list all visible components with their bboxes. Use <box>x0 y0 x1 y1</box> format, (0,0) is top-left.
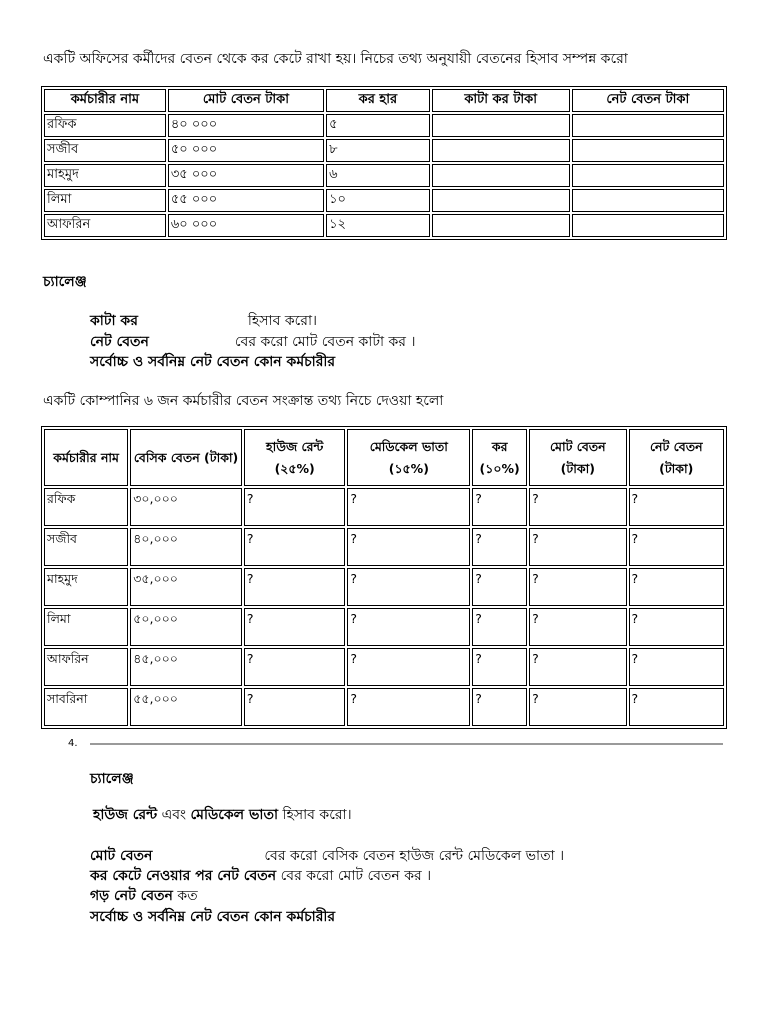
table-cell: ৫৫ ০০০ <box>168 189 324 212</box>
table-cell: ? <box>629 648 724 686</box>
table-cell: ? <box>629 688 724 726</box>
table-cell: আফরিন <box>44 214 166 237</box>
table-cell: রফিক <box>44 488 128 526</box>
table-row <box>44 114 724 137</box>
table-row <box>44 568 724 606</box>
challenge-heading-2: চ্যালেঞ্জ <box>90 771 134 787</box>
table-cell: ? <box>529 488 626 526</box>
table-cell: ৫ <box>326 114 430 137</box>
table-cell: মাহমুদ <box>44 164 166 187</box>
table-cell: ? <box>347 528 470 566</box>
table-cell: ? <box>347 648 470 686</box>
table-cell: ৩০,০০০ <box>130 488 242 526</box>
salary-tax-table <box>41 86 727 240</box>
table-cell: ৬০ ০০০ <box>168 214 324 237</box>
table-cell: ? <box>629 568 724 606</box>
table-cell: ? <box>244 648 346 686</box>
table-cell <box>572 139 724 162</box>
column-header: কর (১০%) <box>472 429 527 486</box>
table-cell: ? <box>244 528 346 566</box>
table-cell: ? <box>529 688 626 726</box>
table-cell <box>572 114 724 137</box>
intro-text-2: একটি কোম্পানির ৬ জন কর্মচারীর বেতন সংক্রান্ত তথ্য নিচে দেওয়া হলো <box>43 393 444 409</box>
table-cell <box>432 189 570 212</box>
table-cell: ? <box>244 688 346 726</box>
table-cell: ? <box>629 528 724 566</box>
challenge2-instruction: বের করো মোট বেতন কর । <box>276 868 432 884</box>
challenge2-term: গড় নেট বেতন <box>90 888 173 904</box>
column-header: হাউজ রেন্ট (২৫%) <box>244 429 346 486</box>
challenge1-term: নেট বেতন <box>90 334 149 350</box>
column-header: মোট বেতন টাকা <box>168 89 324 112</box>
table-row <box>44 488 724 526</box>
table-cell: ? <box>472 608 527 646</box>
table-cell: ৮ <box>326 139 430 162</box>
table-cell: ৪৫,০০০ <box>130 648 242 686</box>
challenge2-conjunction: এবং <box>157 807 191 823</box>
challenge1-instruction: হিসাব করো। <box>247 313 318 329</box>
table-cell: মাহমুদ <box>44 568 128 606</box>
table-cell: ? <box>347 688 470 726</box>
table-cell: সাবরিনা <box>44 688 128 726</box>
table-cell: ? <box>529 568 626 606</box>
table-cell: ৫৫,০০০ <box>130 688 242 726</box>
table-cell: সজীব <box>44 139 166 162</box>
table-cell <box>432 164 570 187</box>
table-cell: ৪০,০০০ <box>130 528 242 566</box>
column-header: মেডিকেল ভাতা (১৫%) <box>347 429 470 486</box>
column-header: কর্মচারীর নাম <box>44 429 128 486</box>
table-cell: ১০ <box>326 189 430 212</box>
table-row <box>44 528 724 566</box>
table-row <box>44 139 724 162</box>
column-header: বেসিক বেতন (টাকা) <box>130 429 242 486</box>
table-cell <box>572 164 724 187</box>
table-row <box>44 189 724 212</box>
table-row <box>44 608 724 646</box>
table-cell <box>432 214 570 237</box>
table-cell: ? <box>472 568 527 606</box>
challenge-heading-1: চ্যালেঞ্জ <box>43 274 87 290</box>
table-cell: সজীব <box>44 528 128 566</box>
challenge2-instruction: বের করো বেসিক বেতন হাউজ রেন্ট মেডিকেল ভাতা । <box>264 848 565 864</box>
table-cell <box>572 214 724 237</box>
table-cell: ? <box>347 568 470 606</box>
table-cell: ? <box>472 488 527 526</box>
table-cell: ? <box>529 608 626 646</box>
column-header: মোট বেতন (টাকা) <box>529 429 626 486</box>
table-cell: ৪০ ০০০ <box>168 114 324 137</box>
table-cell: রফিক <box>44 114 166 137</box>
challenge2-instruction: কত <box>172 888 198 904</box>
table-cell: ? <box>472 688 527 726</box>
table-row <box>44 214 724 237</box>
challenge1-instruction: বের করো মোট বেতন কাটা কর । <box>234 334 416 350</box>
table-cell: লিমা <box>44 189 166 212</box>
table-cell: ১২ <box>326 214 430 237</box>
table-cell: আফরিন <box>44 648 128 686</box>
column-header: কাটা কর টাকা <box>432 89 570 112</box>
separator-line <box>90 743 723 745</box>
challenge2-term: মোট বেতন <box>90 848 153 864</box>
table-cell: ? <box>244 608 346 646</box>
challenge2-term-house-rent: হাউজ রেন্ট <box>93 807 158 823</box>
table-cell: ? <box>244 568 346 606</box>
table-cell <box>432 139 570 162</box>
table-row <box>44 648 724 686</box>
table-cell: ৩৫,০০০ <box>130 568 242 606</box>
table-cell: ? <box>529 528 626 566</box>
table-header-row <box>44 89 724 112</box>
table-cell: ? <box>529 648 626 686</box>
table-cell: লিমা <box>44 608 128 646</box>
intro-text-1: একটি অফিসের কর্মীদের বেতন থেকে কর কেটে রাখা হয়। নিচের তথ্য অনুযায়ী বেতনের হিসাব সম্পন্ন করো <box>43 51 628 67</box>
salary-breakdown-table <box>41 426 727 729</box>
challenge2-term-medical: মেডিকেল ভাতা <box>190 807 279 823</box>
list-number: 4. <box>68 738 78 749</box>
table-cell: ? <box>472 528 527 566</box>
challenge2-term: কর কেটে নেওয়ার পর নেট বেতন <box>90 868 277 884</box>
table-header-row <box>44 429 724 486</box>
table-cell: ৬ <box>326 164 430 187</box>
column-header: নেট বেতন (টাকা) <box>629 429 724 486</box>
table-row <box>44 688 724 726</box>
column-header: নেট বেতন টাকা <box>572 89 724 112</box>
table-cell: ? <box>629 608 724 646</box>
table-cell: ? <box>629 488 724 526</box>
challenge2-line-5: সর্বোচ্চ ও সর্বনিম্ন নেট বেতন কোন কর্মচারীর <box>90 909 336 925</box>
table-row <box>44 164 724 187</box>
column-header: কর হার <box>326 89 430 112</box>
challenge1-line-3: সর্বোচ্চ ও সর্বনিম্ন নেট বেতন কোন কর্মচারীর <box>90 354 336 370</box>
table-cell <box>432 114 570 137</box>
table-cell: ? <box>472 648 527 686</box>
table-cell: ? <box>244 488 346 526</box>
table-cell <box>572 189 724 212</box>
challenge2-instruction: হিসাব করো। <box>278 807 352 823</box>
challenge1-term: কাটা কর <box>90 313 138 329</box>
table-cell: ৫০ ০০০ <box>168 139 324 162</box>
table-cell: ? <box>347 488 470 526</box>
table-cell: ? <box>347 608 470 646</box>
challenge2-line-1 <box>93 803 352 827</box>
table-cell: ৩৫ ০০০ <box>168 164 324 187</box>
table-cell: ৫০,০০০ <box>130 608 242 646</box>
column-header: কর্মচারীর নাম <box>44 89 166 112</box>
